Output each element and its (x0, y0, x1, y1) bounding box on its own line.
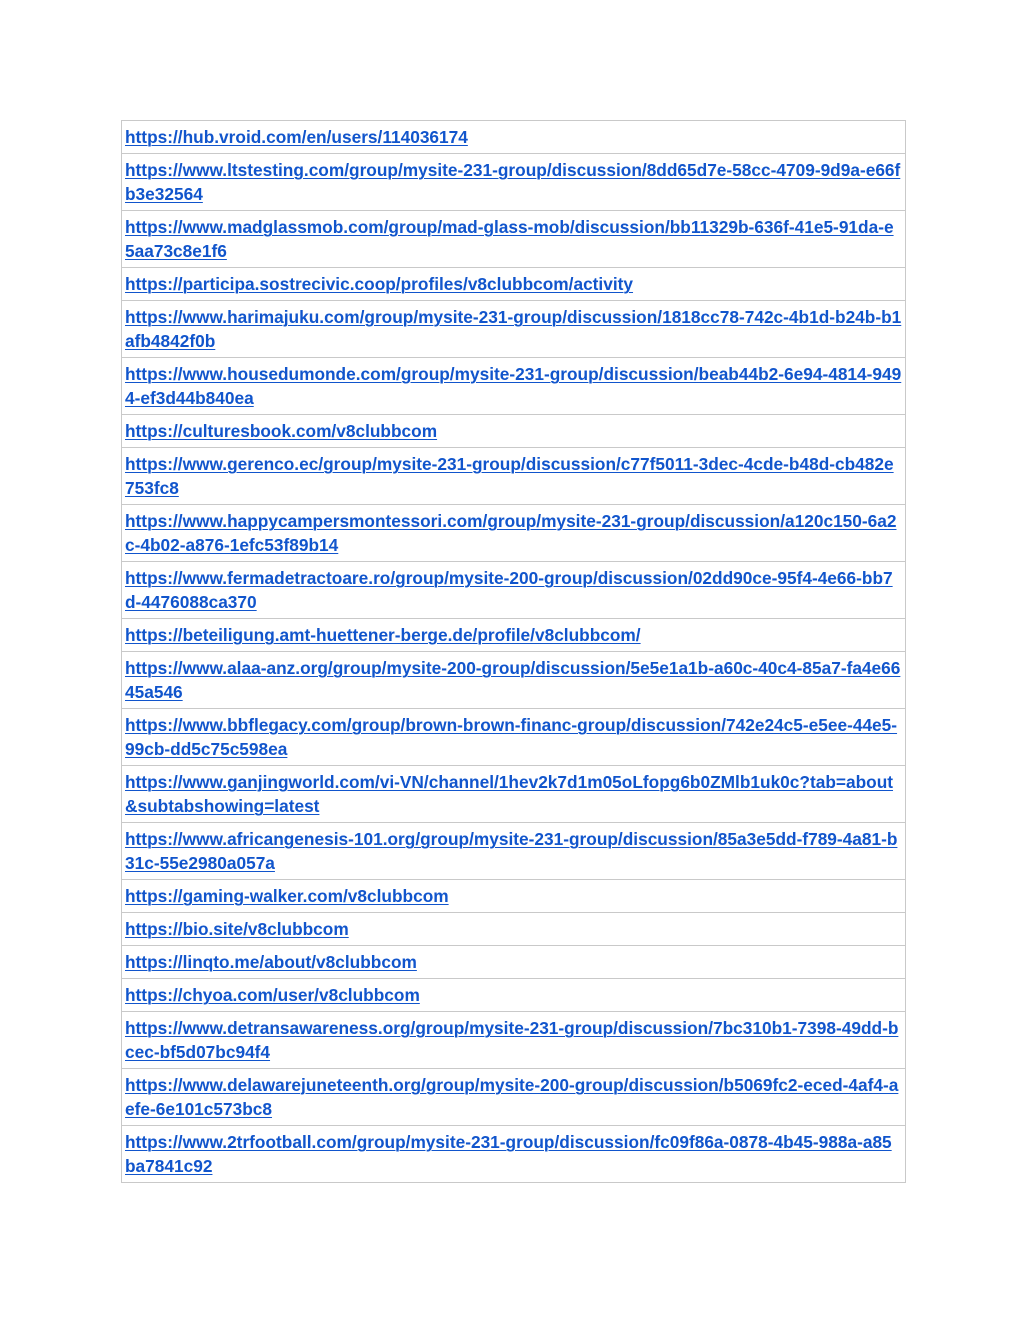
url-link[interactable]: https://participa.sostrecivic.coop/profiles/v8clubbcom/activity (125, 274, 634, 294)
table-row (122, 505, 906, 562)
link-cell (122, 913, 906, 946)
link-cell (122, 121, 906, 154)
table-row (122, 652, 906, 709)
link-cell (122, 652, 906, 709)
link-cell (122, 268, 906, 301)
link-cell (122, 880, 906, 913)
url-link[interactable]: https://hub.vroid.com/en/users/114036174 (125, 127, 468, 147)
link-cell (122, 505, 906, 562)
table-row (122, 562, 906, 619)
url-link[interactable]: https://chyoa.com/user/v8clubbcom (125, 985, 420, 1005)
url-link[interactable]: https://www.alaa-anz.org/group/mysite-200-group/discussion/5e5e1a1b-a60c-40c4-85a7-fa4e6645a546 (125, 658, 901, 702)
table-row (122, 358, 906, 415)
url-link[interactable]: https://www.madglassmob.com/group/mad-glass-mob/discussion/bb11329b-636f-41e5-91da-e5aa73c8e1f6 (125, 217, 894, 261)
url-link[interactable]: https://www.harimajuku.com/group/mysite-231-group/discussion/1818cc78-742c-4b1d-b24b-b1afb4842f0b (125, 307, 902, 351)
link-cell (122, 1069, 906, 1126)
table-row (122, 448, 906, 505)
link-cell (122, 1012, 906, 1069)
url-link[interactable]: https://www.fermadetractoare.ro/group/mysite-200-group/discussion/02dd90ce-95f4-4e66-bb7d-4476088ca370 (125, 568, 893, 612)
link-cell (122, 358, 906, 415)
url-link[interactable]: https://www.detransawareness.org/group/mysite-231-group/discussion/7bc310b1-7398-49dd-bcec-bf5d07bc94f4 (125, 1018, 899, 1062)
link-cell (122, 979, 906, 1012)
link-cell (122, 301, 906, 358)
link-cell (122, 562, 906, 619)
link-cell (122, 448, 906, 505)
table-row (122, 913, 906, 946)
url-link[interactable]: https://culturesbook.com/v8clubbcom (125, 421, 438, 441)
url-link[interactable]: https://www.ganjingworld.com/vi-VN/channel/1hev2k7d1m05oLfopg6b0ZMlb1uk0c?tab=about&subtabshowing=latest (125, 772, 894, 816)
link-cell (122, 415, 906, 448)
table-row (122, 1126, 906, 1183)
url-link[interactable]: https://www.bbflegacy.com/group/brown-brown-financ-group/discussion/742e24c5-e5ee-44e5-99cb-dd5c75c598ea (125, 715, 898, 759)
table-row (122, 619, 906, 652)
url-link[interactable]: https://www.gerenco.ec/group/mysite-231-group/discussion/c77f5011-3dec-4cde-b48d-cb482e753fc8 (125, 454, 894, 498)
table-row (122, 1012, 906, 1069)
table-row (122, 301, 906, 358)
table-row (122, 823, 906, 880)
url-link[interactable]: https://beteiligung.amt-huettener-berge.de/profile/v8clubbcom/ (125, 625, 641, 645)
url-link[interactable]: https://gaming-walker.com/v8clubbcom (125, 886, 449, 906)
table-row (122, 766, 906, 823)
table-row (122, 154, 906, 211)
table-row (122, 1069, 906, 1126)
url-link[interactable]: https://www.delawarejuneteenth.org/group/mysite-200-group/discussion/b5069fc2-eced-4af4-aefe-6e101c573bc8 (125, 1075, 899, 1119)
link-table (121, 120, 906, 1183)
link-table-body (122, 121, 906, 1183)
link-cell (122, 1126, 906, 1183)
url-link[interactable]: https://bio.site/v8clubbcom (125, 919, 349, 939)
link-cell (122, 619, 906, 652)
table-row (122, 946, 906, 979)
table-row (122, 268, 906, 301)
link-cell (122, 946, 906, 979)
link-cell (122, 766, 906, 823)
link-cell (122, 709, 906, 766)
url-link[interactable]: https://www.ltstesting.com/group/mysite-231-group/discussion/8dd65d7e-58cc-4709-9d9a-e66fb3e32564 (125, 160, 901, 204)
link-cell (122, 154, 906, 211)
table-row (122, 121, 906, 154)
url-link[interactable]: https://www.happycampersmontessori.com/group/mysite-231-group/discussion/a120c150-6a2c-4b02-a876-1efc53f89b14 (125, 511, 897, 555)
url-link[interactable]: https://www.2trfootball.com/group/mysite-231-group/discussion/fc09f86a-0878-4b45-988a-a85ba7841c92 (125, 1132, 892, 1176)
table-row (122, 979, 906, 1012)
table-row (122, 415, 906, 448)
table-row (122, 880, 906, 913)
url-link[interactable]: https://www.housedumonde.com/group/mysite-231-group/discussion/beab44b2-6e94-4814-9494-ef3d44b840ea (125, 364, 902, 408)
url-link[interactable]: https://linqto.me/about/v8clubbcom (125, 952, 417, 972)
link-cell (122, 823, 906, 880)
table-row (122, 211, 906, 268)
table-row (122, 709, 906, 766)
url-link[interactable]: https://www.africangenesis-101.org/group/mysite-231-group/discussion/85a3e5dd-f789-4a81-b31c-55e2980a057a (125, 829, 898, 873)
link-cell (122, 211, 906, 268)
